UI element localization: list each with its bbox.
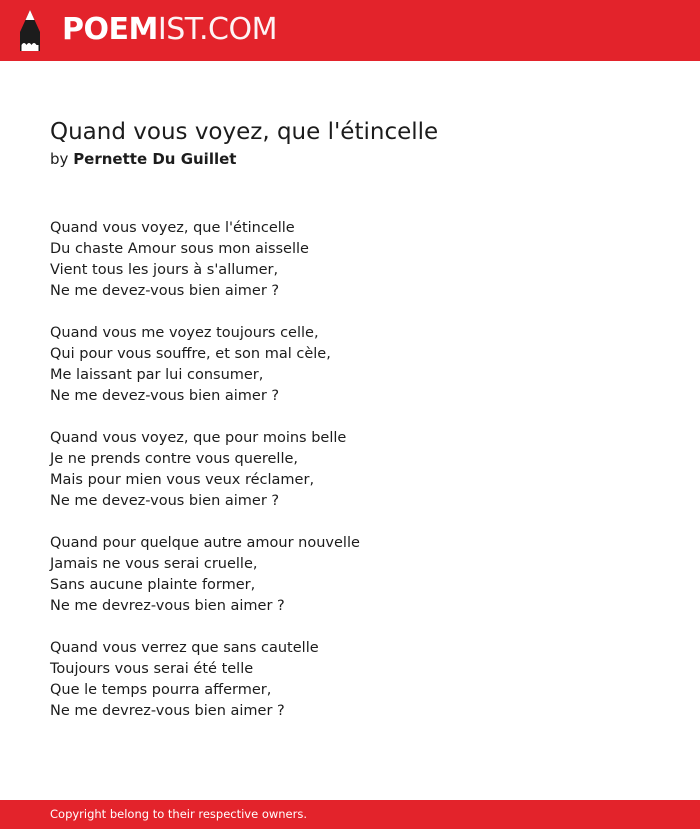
poem-line: Quand vous verrez que sans cautelle — [50, 640, 319, 656]
site-header — [0, 0, 700, 61]
poem-line: Quand vous voyez, que pour moins belle — [50, 430, 347, 446]
stanza — [50, 218, 650, 302]
poem-line: Je ne prends contre vous querelle, — [50, 451, 299, 467]
poem-line: Vient tous les jours à s'allumer, — [50, 262, 279, 278]
stanza — [50, 323, 650, 407]
poem-line: Quand vous voyez, que l'étincelle — [50, 220, 295, 236]
logo-text-bold: POEM — [62, 12, 158, 47]
poem-line: Mais pour mien vous veux réclamer, — [50, 472, 315, 488]
poem-line: Jamais ne vous serai cruelle, — [50, 556, 258, 572]
poem-line: Ne me devez-vous bien aimer ? — [50, 388, 280, 404]
author-name: Pernette Du Guillet — [73, 150, 237, 168]
poem-line: Me laissant par lui consumer, — [50, 367, 264, 383]
poem-line: Sans aucune plainte former, — [50, 577, 256, 593]
poem-line: Quand vous me voyez toujours celle, — [50, 325, 319, 341]
byline — [50, 149, 236, 169]
poem-line: Ne me devez-vous bien aimer ? — [50, 283, 280, 299]
poem-body — [50, 218, 650, 743]
poem-line: Qui pour vous souffre, et son mal cèle, — [50, 346, 331, 362]
stanza — [50, 533, 650, 617]
logo-text-light: IST.COM — [157, 12, 277, 47]
poem-line: Quand pour quelque autre amour nouvelle — [50, 535, 360, 551]
poem-line: Que le temps pourra affermer, — [50, 682, 272, 698]
by-label: by — [50, 150, 69, 168]
poem-line: Ne me devrez-vous bien aimer ? — [50, 703, 285, 719]
site-logo[interactable] — [62, 12, 277, 48]
site-footer — [0, 800, 700, 829]
stanza — [50, 428, 650, 512]
poem-line: Ne me devez-vous bien aimer ? — [50, 493, 280, 509]
poem-line: Toujours vous serai été telle — [50, 661, 254, 677]
poem-line: Du chaste Amour sous mon aisselle — [50, 241, 309, 257]
stanza — [50, 638, 650, 722]
copyright-text: Copyright belong to their respective owners. — [50, 807, 308, 821]
poem-title: Quand vous voyez, que l'étincelle — [50, 119, 439, 145]
poem-line: Ne me devrez-vous bien aimer ? — [50, 598, 285, 614]
pencil-tip-icon[interactable] — [17, 10, 43, 51]
